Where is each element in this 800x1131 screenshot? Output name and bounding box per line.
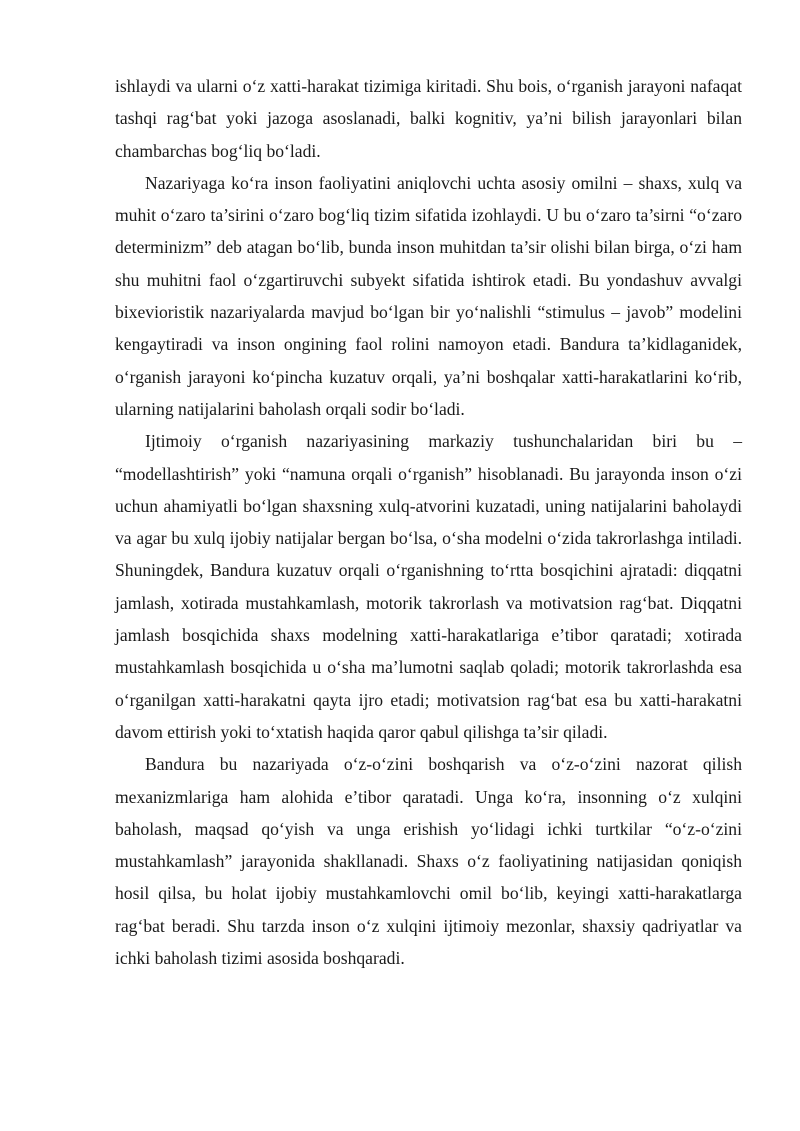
paragraph-modeling: Ijtimoiy o‘rganish nazariyasining markaziy tushunchalaridan biri bu – “modellashtirish” yoki “namuna orqali o‘rganish” hisoblanadi. Bu jarayonda inson o‘zi uchun ahamiyatli bo‘lgan shaxsning xulq-atvorini kuzatadi, uning natijalarini baholaydi va agar bu xulq ijobiy natijalar bergan bo‘lsa, o‘sha modelni o‘zida takrorlashga intiladi. Shuningdek, Bandura kuzatuv orqali o‘rganishning to‘rtta bosqichini ajratadi: diqqatni jamlash, xotirada mustahkamlash, motorik takrorlash va motivatsion rag‘bat. Diqqatni jamlash bosqichida shaxs modelning xatti-harakatlariga e’tibor qaratadi; xotirada mustahkamlash bosqichida u o‘sha ma’lumotni saqlab qoladi; motorik takrorlashda esa o‘rganilgan xatti-harakatni qayta ijro etadi; motivatsion rag‘bat esa bu xatti-harakatni davom ettirish yoki to‘xtatish haqida qaror qabul qilishga ta’sir qiladi. (115, 431, 742, 742)
document-page (115, 70, 742, 974)
paragraph-reciprocal-determinism: Nazariyaga ko‘ra inson faoliyatini aniqlovchi uchta asosiy omilni – shaxs, xulq va muhit o‘zaro ta’sirini o‘zaro bog‘liq tizim sifatida izohlaydi. U bu o‘zaro ta’sirni “o‘zaro determinizm” deb atagan bo‘lib, bunda inson muhitdan ta’sir olishi bilan birga, o‘zi ham shu muhitni faol o‘zgartiruvchi subyekt sifatida ishtirok etadi. Bu yondashuv avvalgi bixevioristik nazariyalarda mavjud bo‘lgan bir yo‘nalishli “stimulus – javob” modelini kengaytiradi va inson ongining faol rolini namoyon etadi. Bandura ta’kidlaganidek, o‘rganish jarayoni ko‘pincha kuzatuv orqali, ya’ni boshqalar xatti-harakatlarini ko‘rib, ularning natijalarini baholash orqali sodir bo‘ladi. (115, 172, 742, 419)
paragraph-self-regulation: Bandura bu nazariyada o‘z-o‘zini boshqarish va o‘z-o‘zini nazorat qilish mexanizmlariga ham alohida e’tibor qaratadi. Unga ko‘ra, insonning o‘z xulqini baholash, maqsad qo‘yish va unga erishish yo‘lidagi ichki turtkilar “o‘z-o‘zini mustahkamlash” jarayonida shakllanadi. Shaxs o‘z faoliyatining natijasidan qoniqish hosil qilsa, bu holat ijobiy mustahkamlovchi omil bo‘lib, keyingi xatti-harakatlarga rag‘bat beradi. Shu tarzda inson o‘z xulqini ijtimoiy mezonlar, shaxsiy qadriyatlar va ichki baholash tizimi asosida boshqaradi. (115, 754, 742, 969)
paragraph-continued: ishlaydi va ularni o‘z xatti-harakat tizimiga kiritadi. Shu bois, o‘rganish jarayoni nafaqat tashqi rag‘bat yoki jazoga asoslanadi, balki kognitiv, ya’ni bilish jarayonlari bilan chambarchas bog‘liq bo‘ladi. (115, 76, 742, 161)
